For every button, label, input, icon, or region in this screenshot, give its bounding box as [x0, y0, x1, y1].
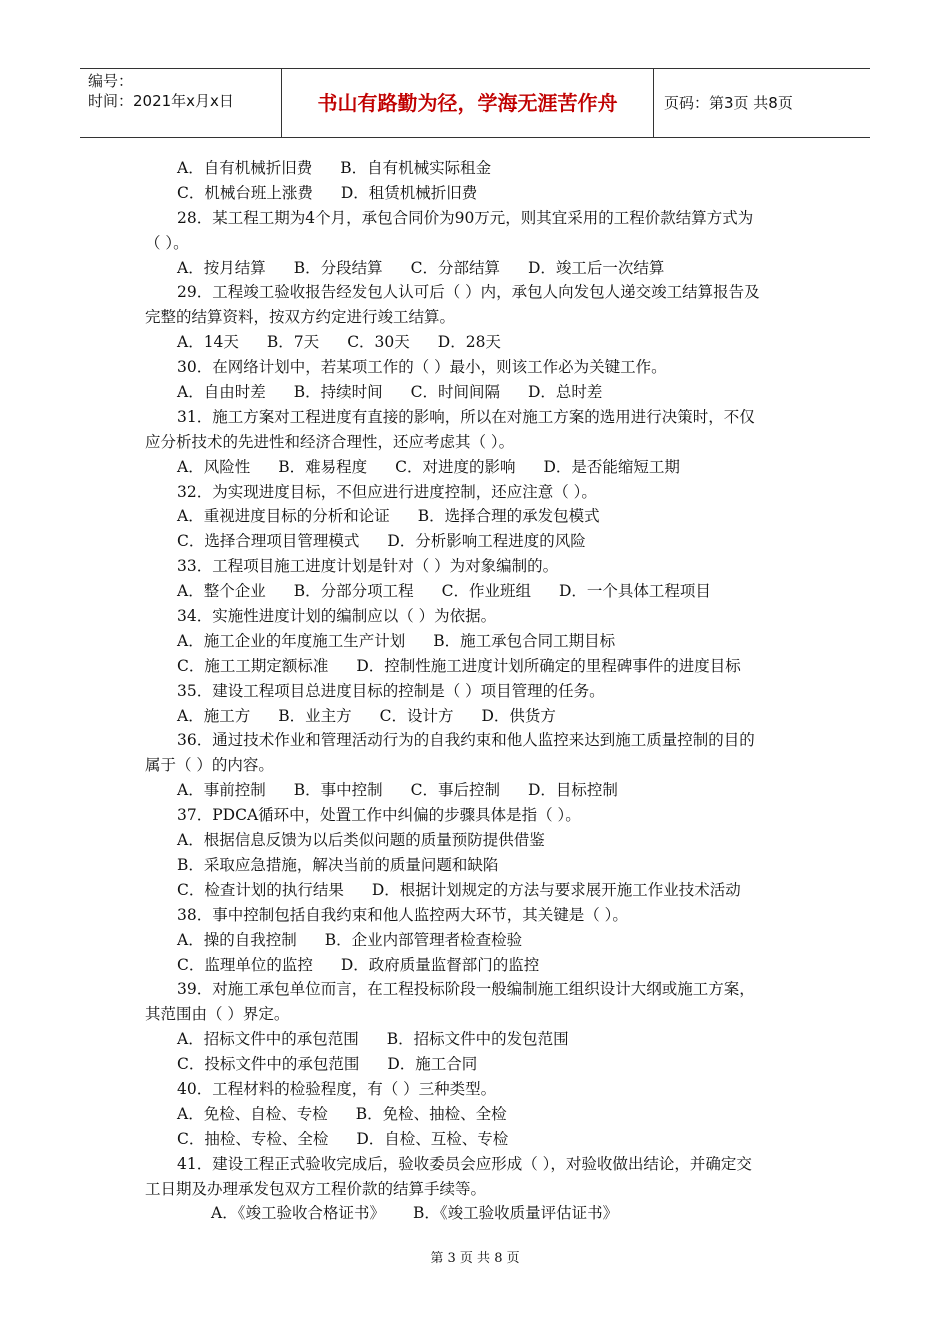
- options-line: [145, 928, 815, 953]
- answer-option: C．对进度的影响: [395, 457, 516, 476]
- options-line: [145, 654, 815, 679]
- answer-option: B．《竣工验收质量评估证书》: [412, 1204, 619, 1223]
- answer-option: D．28天: [437, 333, 501, 352]
- question-text-line: 属于（ ）的内容。: [145, 756, 274, 775]
- answer-option: A．14天: [177, 333, 239, 352]
- question-text-line: 30．在网络计划中，若某项工作的（ ）最小，则该工作必为关键工作。: [177, 358, 667, 377]
- options-line: [145, 330, 815, 355]
- answer-option: B．分段结算: [293, 258, 383, 277]
- question-text-line: 工日期及办理承发包双方工程价款的结算手续等。: [145, 1179, 487, 1198]
- options-line: [145, 156, 815, 181]
- header-motto: 书山有路勤为径，学海无涯苦作舟: [282, 69, 654, 137]
- options-line: [145, 1027, 815, 1052]
- answer-option: A．操的自我控制: [177, 930, 297, 949]
- answer-option: A．自由时差: [177, 383, 266, 402]
- answer-option: D．分析影响工程进度的风险: [387, 532, 586, 551]
- options-line: [145, 778, 815, 803]
- question-text-line: 38．事中控制包括自我约束和他人监控两大环节，其关键是（ ）。: [177, 905, 628, 924]
- answer-option: C．30天: [347, 333, 410, 352]
- answer-option: A．免检、自检、专检: [177, 1104, 328, 1123]
- question-text-line: 35．建设工程项目总进度目标的控制是（ ）项目管理的任务。: [177, 681, 605, 700]
- answer-option: B．事中控制: [293, 781, 383, 800]
- answer-option: D．政府质量监督部门的监控: [340, 955, 540, 974]
- answer-option: B．选择合理的承发包模式: [417, 507, 600, 526]
- question-text-line: 32．为实现进度目标，不但应进行进度控制，还应注意（ ）。: [177, 482, 597, 501]
- question-text-line: 完整的结算资料，按双方约定进行竣工结算。: [145, 308, 456, 327]
- answer-option: B．业主方: [278, 706, 352, 725]
- answer-option: D．总时差: [527, 383, 603, 402]
- answer-option: D．租赁机械折旧费: [340, 183, 478, 202]
- answer-option: A．整个企业: [177, 582, 266, 601]
- header-page-info: 页码：第3页 共8页: [664, 94, 793, 112]
- options-line: [145, 1201, 815, 1226]
- question-text-line: 31．施工方案对工程进度有直接的影响，所以在对施工方案的选用进行决策时，不仅: [177, 407, 755, 426]
- options-line: [145, 1102, 815, 1127]
- page-footer: 第 3 页 共 8 页: [430, 1251, 520, 1266]
- question-text-line: 36．通过技术作业和管理活动行为的自我约束和他人监控来达到施工质量控制的目的: [177, 731, 755, 750]
- options-line: [145, 953, 815, 978]
- options-line: [145, 380, 815, 405]
- options-line: [145, 704, 815, 729]
- answer-option: D．一个具体工程项目: [558, 582, 711, 601]
- answer-option: C．时间间隔: [410, 383, 500, 402]
- header-meta: [80, 69, 282, 137]
- answer-option: C．检查计划的执行结果: [177, 880, 344, 899]
- question-text-line: 34．实施性进度计划的编制应以（ ）为依据。: [177, 607, 497, 626]
- options-line: [145, 629, 815, 654]
- answer-option: A．《竣工验收合格证书》: [211, 1204, 385, 1223]
- answer-option: D．自检、互检、专检: [356, 1129, 509, 1148]
- options-line: [145, 1127, 815, 1152]
- answer-option: C．选择合理项目管理模式: [177, 532, 360, 551]
- answer-option: C．抽检、专检、全检: [177, 1129, 329, 1148]
- answer-option: A．招标文件中的承包范围: [177, 1030, 359, 1049]
- options-line: [145, 256, 815, 281]
- question-body: [145, 156, 815, 1226]
- answer-option: A．自有机械折旧费: [177, 159, 313, 177]
- options-line: [145, 529, 815, 554]
- question-text-line: 29．工程竣工验收报告经发包人认可后（ ）内，承包人向发包人递交竣工结算报告及: [177, 283, 760, 302]
- answer-option: B．免检、抽检、全检: [355, 1104, 507, 1123]
- answer-option: A．施工企业的年度施工生产计划: [177, 631, 406, 650]
- answer-option: C．投标文件中的承包范围: [177, 1055, 360, 1074]
- options-line: [145, 504, 815, 529]
- question-text-line: 41．建设工程正式验收完成后，验收委员会应形成（ ），对验收做出结论，并确定交: [177, 1154, 752, 1173]
- answer-option: B．持续时间: [293, 383, 383, 402]
- answer-option: B．难易程度: [278, 457, 368, 476]
- answer-option: B．分部分项工程: [293, 582, 414, 601]
- answer-option: A．按月结算: [177, 258, 266, 277]
- answer-option: C．机械台班上涨费: [177, 183, 313, 202]
- answer-option: D．竣工后一次结算: [527, 258, 665, 277]
- answer-option: B．7天: [266, 333, 320, 352]
- question-text-line: 40．工程材料的检验程度，有（ ）三种类型。: [177, 1079, 497, 1098]
- question-text-line: 37．PDCA循环中，处置工作中纠偏的步骤具体是指（ ）。: [177, 806, 581, 825]
- answer-option: B．招标文件中的发包范围: [386, 1030, 569, 1049]
- answer-option: B．企业内部管理者检查检验: [324, 930, 523, 949]
- question-text-line: B．采取应急措施，解决当前的质量问题和缺陷: [177, 855, 499, 874]
- options-line: [145, 455, 815, 480]
- question-text-line: 39．对施工承包单位而言，在工程投标阶段一般编制施工组织设计大纲或施工方案，: [177, 980, 755, 999]
- answer-option: D．根据计划规定的方法与要求展开施工作业技术活动: [371, 880, 741, 899]
- options-line: [145, 1052, 815, 1077]
- answer-option: A．风险性: [177, 457, 251, 476]
- answer-option: D．是否能缩短工期: [543, 457, 680, 476]
- question-text-line: 应分析技术的先进性和经济合理性，还应考虑其（ ）。: [145, 432, 515, 451]
- answer-option: C．监理单位的监控: [177, 955, 313, 974]
- answer-option: C．施工工期定额标准: [177, 656, 329, 675]
- answer-option: B．自有机械实际租金: [340, 159, 492, 177]
- document-number-label: 编号：: [88, 72, 134, 90]
- answer-option: C．事后控制: [410, 781, 500, 800]
- options-line: [145, 579, 815, 604]
- answer-option: A．事前控制: [177, 781, 266, 800]
- question-text-line: A．根据信息反馈为以后类似问题的质量预防提供借鉴: [177, 831, 545, 850]
- answer-option: D．供货方: [481, 706, 556, 725]
- answer-option: D．控制性施工进度计划所确定的里程碑事件的进度目标: [356, 656, 741, 675]
- question-text-line: 28．某工程工期为4个月，承包合同价为90万元，则其宜采用的工程价款结算方式为: [177, 208, 754, 227]
- answer-option: D．施工合同: [387, 1055, 478, 1074]
- question-text-line: （ ）。: [145, 233, 189, 252]
- options-line: [145, 878, 815, 903]
- answer-option: D．目标控制: [527, 781, 618, 800]
- answer-option: C．作业班组: [441, 582, 531, 601]
- question-text-line: 33．工程项目施工进度计划是针对（ ）为对象编制的。: [177, 557, 559, 576]
- answer-option: A．重视进度目标的分析和论证: [177, 507, 390, 526]
- answer-option: A．施工方: [177, 706, 251, 725]
- document-date-label: 时间：2021年x月x日: [88, 92, 234, 110]
- question-text-line: 其范围由（ ）界定。: [145, 1005, 290, 1024]
- page-header: [80, 68, 870, 138]
- answer-option: C．分部结算: [410, 258, 500, 277]
- answer-option: B．施工承包合同工期目标: [433, 631, 616, 650]
- options-line: [145, 181, 815, 206]
- answer-option: C．设计方: [379, 706, 454, 725]
